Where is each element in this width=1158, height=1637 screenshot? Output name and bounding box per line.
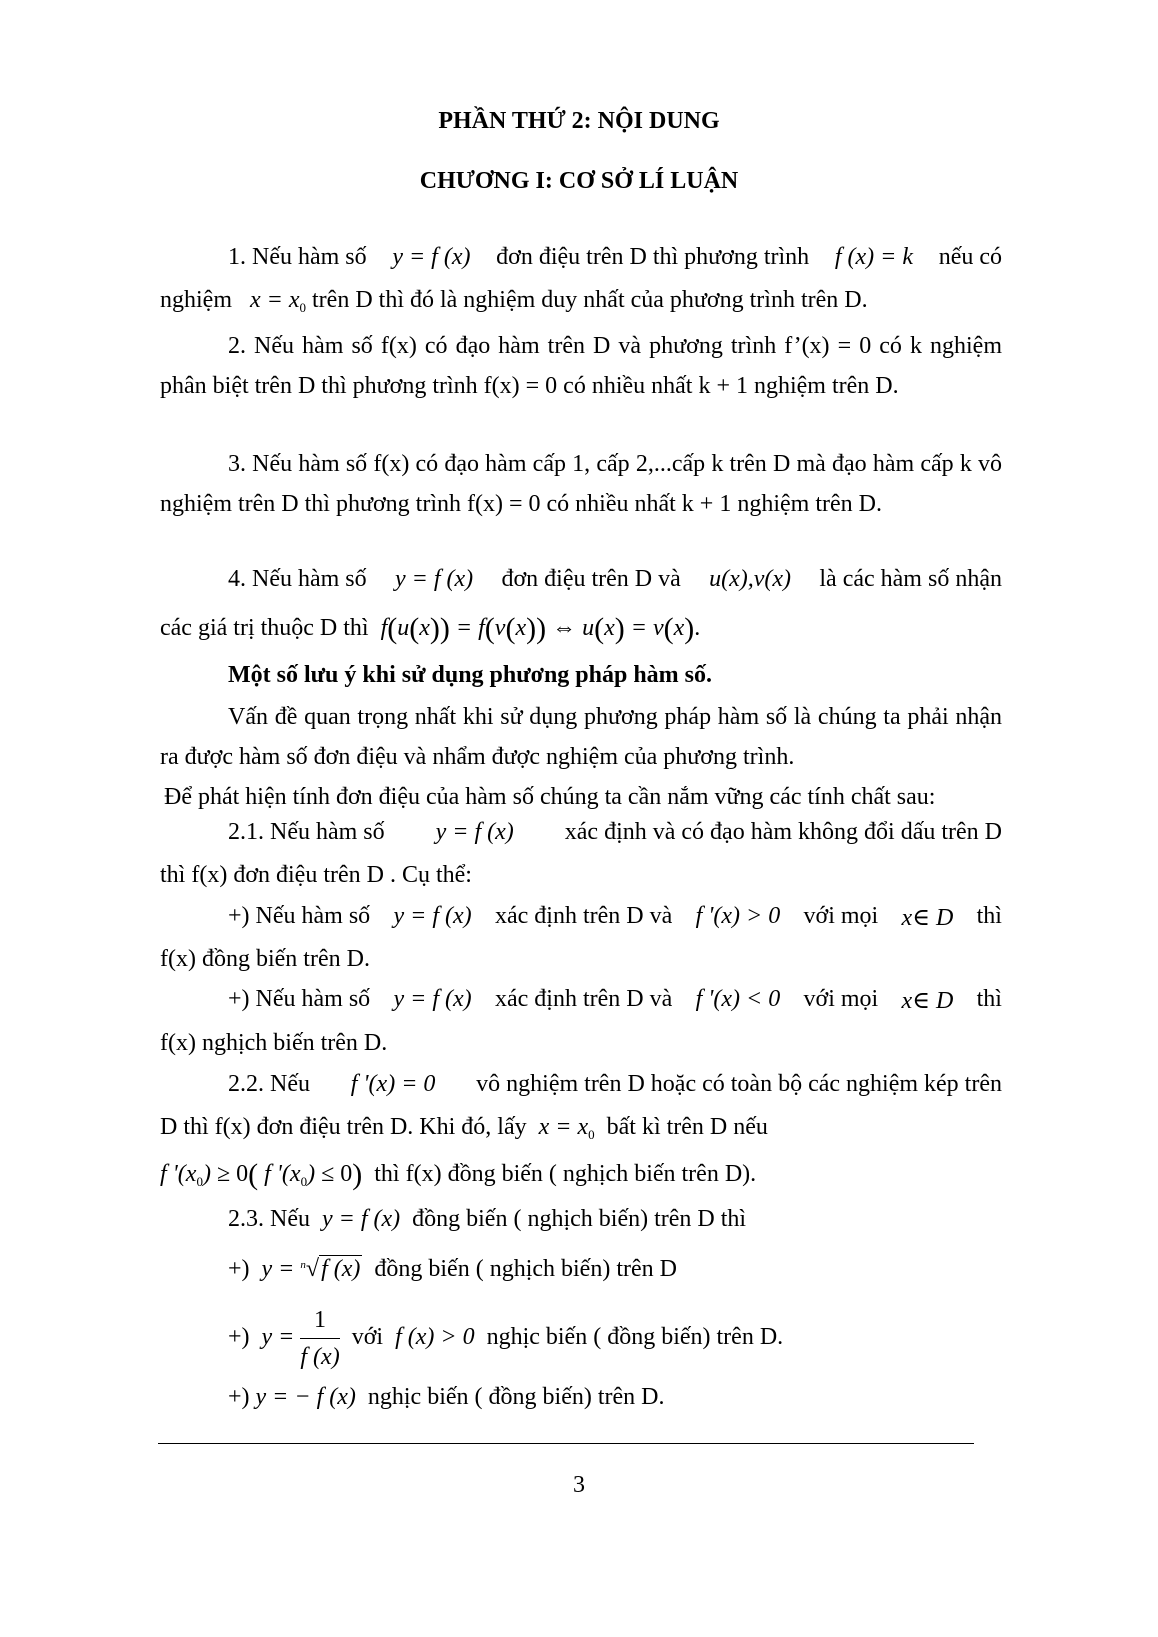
item-4-line-2: các giá trị thuộc D thì f(u(x)) = f(v(x)) ⇔ u(x) = v(x). bbox=[160, 612, 701, 645]
item-2: 2. Nếu hàm số f(x) có đạo hàm trên D và phương trình f’(x) = 0 có k nghiệm phân biệt trên D thì phương trình f(x) = 0 có nhiều nhất k + 1 nghiệm trên D. bbox=[160, 333, 1002, 399]
prop-2-2-line-2: D thì f(x) đơn điệu trên D. Khi đó, lấy $x = x_0$ bất kì trên D nếu bbox=[160, 1114, 768, 1142]
prop-2-1-decreasing: +) Nếu hàm số y = f (x) xác định trên D và f '(x) < 0 với mọi x∈ D thì bbox=[228, 986, 1002, 1014]
prop-2-1-increasing-end: f(x) đồng biến trên D. bbox=[160, 946, 370, 972]
prop-2-3-reciprocal: +) y = $\frac{1}{f (x)}$ với f (x) > 0 nghịc biến ( đồng biến) trên D. bbox=[228, 1307, 784, 1370]
formula-y-fx: y = f (x) bbox=[392, 244, 471, 270]
notes-paragraph-1: Vấn đề quan trọng nhất khi sử dụng phương pháp hàm số là chúng ta phải nhận ra được hàm số đơn điệu và nhẩm được nghiệm của phương trình. bbox=[160, 704, 1002, 770]
prop-2-2-line-3: f '$(x_0) \ge 0$( f '$(x_0) \le 0$) thì f(x) đồng biến ( nghịch biến trên D). bbox=[160, 1158, 757, 1191]
part-heading: PHẦN THỨ 2: NỘI DUNG bbox=[438, 108, 720, 134]
item-1-line-2: nghiệm $x = x_0$ trên D thì đó là nghiệm duy nhất của phương trình trên D. bbox=[160, 287, 868, 315]
prop-2-3-root: +) y = $^n$√f (x) đồng biến ( nghịch biến) trên D bbox=[228, 1256, 677, 1282]
prop-2-1-decreasing-end: f(x) nghịch biến trên D. bbox=[160, 1030, 388, 1056]
chapter-heading: CHƯƠNG I: CƠ SỞ LÍ LUẬN bbox=[419, 168, 739, 194]
footer-rule bbox=[158, 1443, 974, 1444]
prop-2-2-line-1: 2.2. Nếu f '(x) = 0 vô nghiệm trên D hoặc có toàn bộ các nghiệm kép trên bbox=[228, 1071, 1002, 1097]
item-4-line-1: 4. Nếu hàm số y = f (x) đơn điệu trên D và u(x),v(x) là các hàm số nhận bbox=[228, 566, 1002, 592]
notes-paragraph-2: Để phát hiện tính đơn điệu của hàm số chúng ta cần nắm vững các tính chất sau: bbox=[164, 784, 936, 810]
formula-x-x0: $x = x_0$ bbox=[250, 287, 306, 315]
notes-title: Một số lưu ý khi sử dụng phương pháp hàm số. bbox=[228, 662, 713, 688]
prop-2-3-line-1: 2.3. Nếu y = f (x) đồng biến ( nghịch biến) trên D thì bbox=[228, 1206, 747, 1232]
page-number: 3 bbox=[573, 1472, 585, 1498]
item-1-line-1: 1. Nếu hàm số y = f (x) đơn điệu trên D thì phương trình f (x) = k nếu có bbox=[228, 244, 1002, 270]
prop-2-1-line-1: 2.1. Nếu hàm số y = f (x) xác định và có đạo hàm không đổi dấu trên D bbox=[228, 819, 1002, 845]
prop-2-3-negative: +) y = − f (x) nghịc biến ( đồng biến) trên D. bbox=[228, 1384, 665, 1410]
prop-2-1-increasing: +) Nếu hàm số y = f (x) xác định trên D và f '(x) > 0 với mọi x∈ D thì bbox=[228, 903, 1002, 931]
item-3: 3. Nếu hàm số f(x) có đạo hàm cấp 1, cấp 2,...cấp k trên D mà đạo hàm cấp k vô nghiệm trên D thì phương trình f(x) = 0 có nhiều nhất k + 1 nghiệm trên D. bbox=[160, 451, 1002, 517]
formula-fx-k: f (x) = k bbox=[834, 244, 914, 270]
prop-2-1-line-2: thì f(x) đơn điệu trên D . Cụ thể: bbox=[160, 862, 472, 888]
fraction-1-over-fx: $\frac{1}{f (x)}$ bbox=[300, 1307, 340, 1370]
formula-equivalence: f(u(x)) = f(v(x)) ⇔ u(x) = v(x). bbox=[374, 612, 701, 645]
